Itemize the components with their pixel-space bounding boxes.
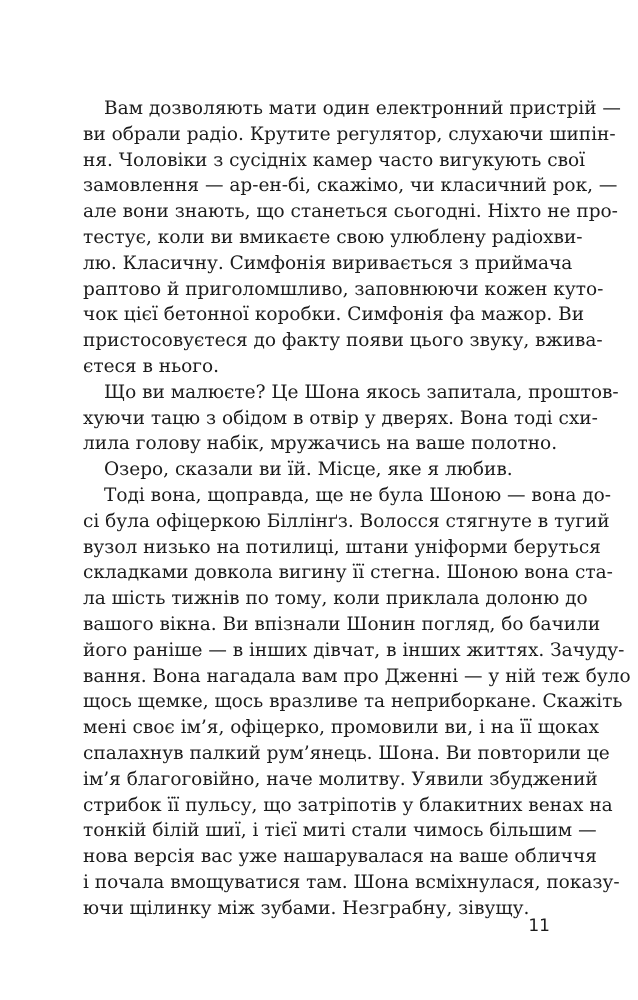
text-line: вання. Вона нагадала вам про Дженні — у ній теж було: [83, 665, 631, 687]
text-line: ла шість тижнів по тому, коли приклала долоню до: [83, 588, 588, 610]
text-line: єтеся в нього.: [83, 355, 220, 377]
text-line: стрибок її пульсу, що затріпотів у блакитних венах на: [83, 794, 613, 816]
text-line: Що ви малюєте? Це Шона якось запитала, проштов-: [104, 381, 619, 403]
page-number: 11: [528, 916, 550, 936]
text-line: пристосовуєтеся до факту появи цього звуку, вжива-: [83, 330, 603, 352]
text-line: ім’я благоговійно, наче молитву. Уявили збуджений: [83, 768, 598, 790]
text-line: ви обрали радіо. Крутите регулятор, слухаючи шипін-: [83, 123, 616, 145]
text-line: і почала вмощуватися там. Шона всміхнулася, показу-: [83, 871, 620, 893]
body-text: [83, 96, 631, 922]
text-line: лила голову набік, мружачись на ваше полотно.: [83, 433, 558, 455]
text-line: хуючи тацю з обідом в отвір у дверях. Вона тоді схи-: [83, 407, 598, 429]
text-line: замовлення — ар-ен-бі, скажімо, чи класичний рок, —: [83, 175, 618, 197]
text-line: раптово й приголомшливо, заповнюючи кожен куто-: [83, 278, 604, 300]
text-line: тонкій білій шиї, і тієї миті стали чимось більшим —: [83, 820, 597, 842]
text-line: його раніше — в інших дівчат, в інших життях. Зачуду-: [83, 639, 625, 661]
text-line: чок цієї бетонної коробки. Симфонія фа мажор. Ви: [83, 304, 585, 326]
text-line: лю. Класичну. Симфонія виривається з приймача: [83, 252, 573, 274]
text-line: Вам дозволяють мати один електронний пристрій —: [104, 98, 621, 119]
text-line: ня. Чоловіки з сусідніх камер часто вигукують свої: [83, 149, 586, 171]
text-line: Озеро, сказали ви їй. Місце, яке я любив.: [104, 459, 513, 481]
text-line: спалахнув палкий рум’янець. Шона. Ви повторили це: [83, 742, 610, 764]
text-line: складками довкола вигину її стегна. Шоною вона ста-: [83, 562, 613, 584]
text-line: вузол низько на потилиці, штани уніформи беруться: [83, 536, 601, 558]
text-line: нова версія вас уже нашарувалася на ваше обличчя: [83, 846, 597, 868]
text-line: але вони знають, що станеться сьогодні. Ніхто не про-: [83, 201, 618, 223]
text-line: Тоді вона, щоправда, ще не була Шоною — вона до-: [104, 484, 612, 506]
text-line: тестує, коли ви вмикаєте свою улюблену радіохви-: [83, 226, 583, 248]
text-line: мені своє ім’я, офіцерко, промовили ви, і на її щоках: [83, 717, 600, 739]
text-line: вашого вікна. Ви впізнали Шонин погляд, бо бачили: [83, 613, 601, 635]
text-line: щось щемке, щось вразливе та неприборкане. Скажіть: [83, 691, 623, 713]
text-line: сі була офіцеркою Біллінґз. Волосся стягнуте в тугий: [83, 510, 610, 532]
text-line: ючи щілинку між зубами. Незграбну, зівущу.: [83, 897, 530, 919]
